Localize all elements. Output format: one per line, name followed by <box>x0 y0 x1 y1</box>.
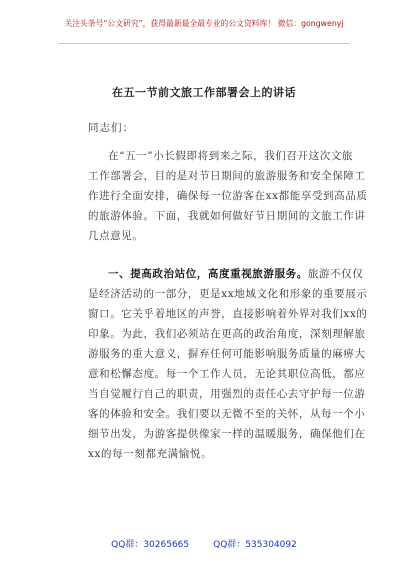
footer-contact <box>0 537 408 550</box>
paragraph-line: 是经济活动的一部分，更是xx地域文化和形象的重要展示 <box>88 288 368 300</box>
paragraph-line: 意和松懈态度。每一个工作人员，无论其职位高低，都应 <box>88 368 366 380</box>
paragraph-line: 游服务的重大意义，摒弃任何可能影响服务质量的麻痹大 <box>88 348 366 360</box>
paragraph-line: 的旅游体验。下面，我就如何做好节日期间的文旅工作讲 <box>88 210 366 222</box>
paragraph-line: 印象。为此，我们必须站在更高的政治角度，深刻理解旅 <box>88 328 366 340</box>
paragraph-section-one <box>88 264 368 464</box>
section-heading: 一、提高政治站位，高度重视旅游服务。 <box>108 268 308 280</box>
section-first-line <box>88 264 364 284</box>
paragraph-intro <box>88 146 368 246</box>
paragraph-line: 在“五一”小长假即将到来之际，我们召开这次文旅 <box>108 150 354 162</box>
paragraph-line: 当自觉履行自己的职责，用强烈的责任心去守护每一位游 <box>88 388 366 400</box>
paragraph-line: 工作部署会，目的是对节日期间的旅游服务和安全保障工 <box>88 170 366 182</box>
qq-group-1: QQ群：30265665 <box>111 540 190 550</box>
paragraph-line: 细节出发，为游客提供像家一样的温暖服务，确保他们在 <box>88 428 366 440</box>
qq-group-2: QQ群：535304092 <box>213 540 297 550</box>
header-banner: 关注头条号“公文研究”，获得最新最全最专业的公文资料库！ 微信：gongwenyj <box>64 19 344 28</box>
header-divider <box>58 43 350 44</box>
salutation: 同志们： <box>88 122 134 134</box>
paragraph-line: 客的体验和安全。我们要以无微不至的关怀，从每一个小 <box>88 408 366 420</box>
paragraph-line: 几点意见。 <box>88 230 144 242</box>
paragraph-line: 作进行全面安排，确保每一位游客在xx都能享受到高品质 <box>88 190 368 202</box>
paragraph-line: 窗口。它关乎着地区的声誉，直接影响着外界对我们xx的 <box>88 308 368 320</box>
section-first-line-rest: 旅游不仅仅 <box>307 268 364 280</box>
document-title: 在五一节前文旅工作部署会上的讲话 <box>112 86 296 99</box>
paragraph-line: xx的每一刻都充满愉悦。 <box>88 448 213 460</box>
